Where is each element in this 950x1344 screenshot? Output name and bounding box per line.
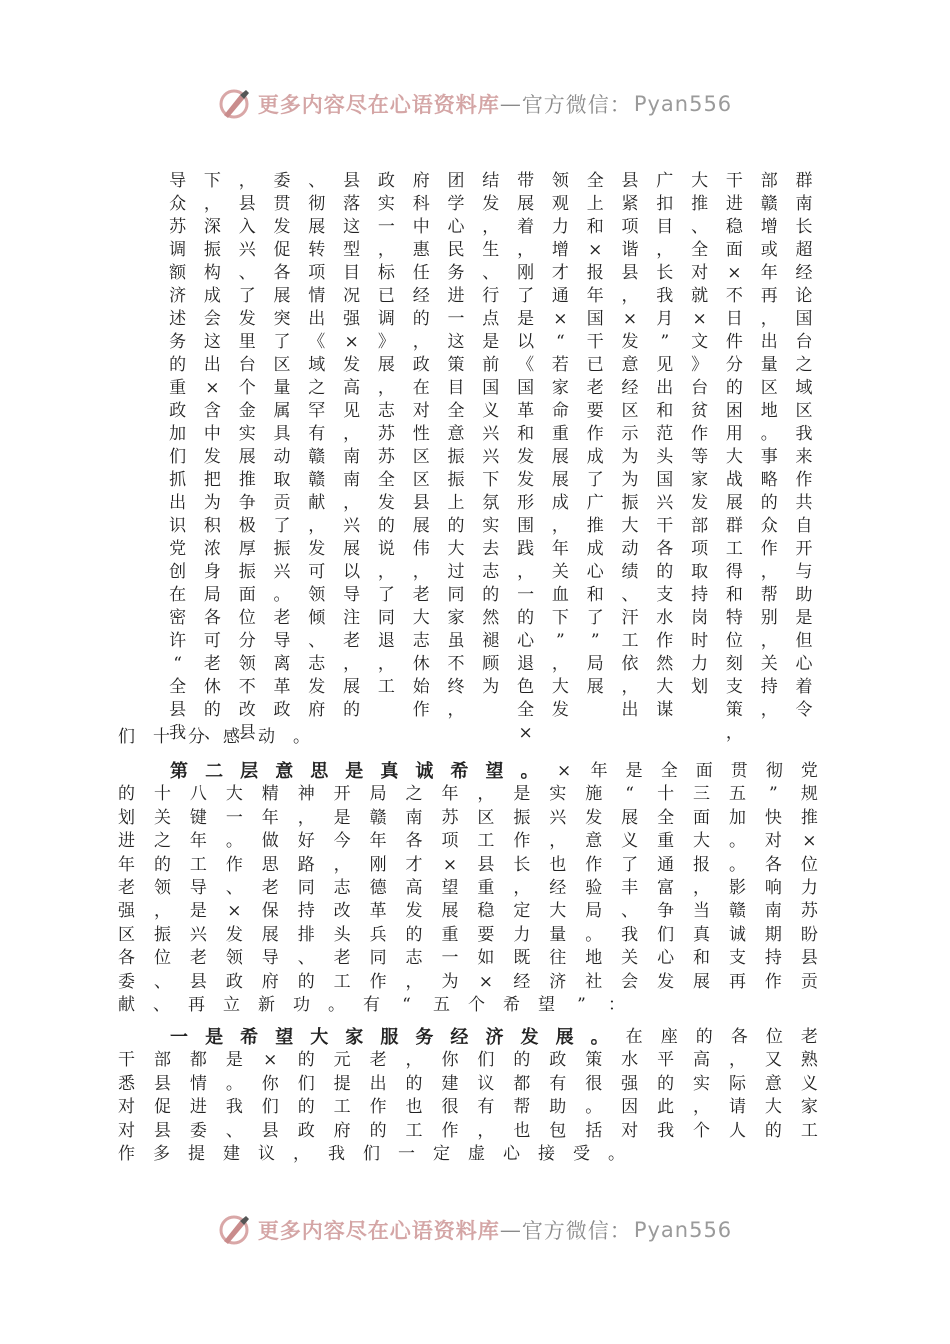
text-line: 的 十 八 大 精 神 开 局 之 年 ， 是 实 施 “ 十 三 五 ” 规	[118, 784, 818, 805]
paragraph-two	[118, 760, 818, 1017]
paragraph-three	[118, 1026, 818, 1166]
footer-banner	[0, 1210, 950, 1250]
vertical-column: 群 南 长 超 经 论 国 台 之 域 区 我 来 作 共 自 开 与 助 是 但 心 着 令	[795, 171, 813, 720]
pen-logo-icon	[218, 1213, 252, 1247]
vertical-column: 下 ， 深 振 构 成 会 这 出 × 含 中 发 把 为 积 浓 身 局 各 可 老 休 的 、	[203, 171, 221, 743]
text-line: 献 、 再 立 新 功 。 有 “ 五 个 希 望 ” ：	[118, 994, 625, 1015]
vertical-column: 委 贯 发 促 各 展 突 了 区 量 属 具 动 取 贡 了 振 兴 。 老 导 离 革 政	[273, 171, 291, 720]
header-banner	[0, 84, 950, 124]
banner-wechat-id: Pyan556	[633, 92, 733, 116]
banner-title: 更多内容尽在心语资料库	[257, 1218, 500, 1243]
vertical-column: 大 推 、 全 对 就 × 文 》 台 贫 作 等 家 发 部 项 取 持 岗 时 力 划	[691, 171, 709, 697]
vertical-column: 、 彻 展 转 项 情 出 《 域 之 罕 有 赣 赣 献 ， 发 可 领 倾 、 志 发 府	[308, 171, 326, 720]
text-line: 一 是 希 望 大 家 服 务 经 济 发 展 。 在 座 的 各 位 老	[170, 1027, 818, 1048]
vertical-column: 全 上 和 × 报 年 国 干 已 老 要 作 成 了 广 推 成 心 和 了 ” 局 展	[586, 171, 604, 697]
pen-logo-icon	[218, 87, 252, 121]
tail-line	[118, 726, 818, 749]
vertical-column: 领 观 力 增 才 通 × “ 若 家 命 重 展 展 成 ， 年 关 血 下 ” ， 大 发	[551, 171, 569, 720]
text-line: 悉 县 情 。 你 们 提 出 的 建 议 都 有 很 强 的 实 际 意 义	[118, 1073, 818, 1094]
vertical-column: 带 展 着 ， 刚 了 是 以 《 国 革 和 发 发 形 围 践 ， 一 的 心 退 色 全 ×	[517, 171, 535, 743]
banner-wechat-id: Pyan556	[633, 1218, 733, 1242]
text-line: 强 ， 是 × 保 持 改 革 发 展 稳 定 大 局 、 争 当 赣 南 苏	[118, 901, 818, 922]
vertical-column: 政 实 一 ， 标 已 调 》 展 ， 志 苏 苏 全 发 的 说 ， 了 同 退 ， 工	[377, 171, 395, 697]
banner-wechat-label: 官方微信：	[521, 93, 632, 117]
vertical-column: 府 科 中 惠 任 经 的 ， 政 在 对 性 区 区 县 展 伟 ， 老 大 志 休 始 作	[412, 171, 430, 720]
banner-dash: —	[499, 1218, 522, 1242]
vertical-column: 县 落 这 型 目 况 强 × 发 高 见 ， 南 南 ， 兴 展 以 导 注 老 ， 展 的	[343, 171, 361, 720]
text-line: 干 部 都 是 × 的 元 老 ， 你 们 的 政 策 水 平 高 ， 又 熟	[118, 1050, 818, 1071]
text-line: 年 的 工 作 思 路 ， 刚 才 × 县 长 也 作 了 通 报 。 各 位	[118, 854, 818, 875]
vertical-column: 干 进 稳 面 × 不 日 件 分 的 困 用 大 战 展 群 工 得 和 特 位 刻 支 策 ，	[725, 171, 743, 743]
text-line: 对 促 进 我 们 的 工 作 也 很 有 帮 助 。 因 此 ， 请 大 家	[118, 1097, 818, 1118]
banner-title: 更多内容尽在心语资料库	[257, 92, 500, 117]
vertical-column: ， 县 入 兴 、 了 发 里 台 个 金 实 展 推 争 极 厚 振 面 位 分 领 不 改 县	[238, 171, 256, 743]
vertical-column: 团 学 心 民 务 进 一 这 策 目 全 意 振 振 上 的 大 过 同 家 虽 不 终 ，	[447, 171, 465, 720]
text-line: 老 领 导 、 老 同 志 德 高 望 重 ， 经 验 丰 富 ， 影 响 力	[118, 877, 818, 898]
vertical-column: 导 众 苏 调 额 济 述 务 的 重 政 加 们 抓 出 识 党 创 在 密 许 “ 全 县 我	[169, 171, 187, 743]
banner-dash: —	[499, 92, 522, 116]
text-line: 进 之 年 。 做 好 今 年 各 项 工 作 ， 意 义 重 大 。 对 ×	[118, 831, 817, 852]
banner-wechat-label: 官方微信：	[521, 1219, 632, 1243]
vertical-column: 部 赣 增 或 年 再 ， 出 量 区 地 。 事 略 的 众 作 ， 帮 别 ， 关 持 ，	[760, 171, 778, 720]
vertical-column: 结 发 ， 生 、 行 点 是 前 国 义 兴 兴 下 氛 实 去 志 的 然 褪 顾 为	[482, 171, 500, 697]
vertical-text-block	[118, 170, 816, 750]
text-line: 作 多 提 建 议 ， 我 们 一 定 虚 心 接 受 。	[118, 1143, 625, 1164]
text-line: 对 县 委 、 县 政 府 的 工 作 ， 也 包 括 对 我 个 人 的 工	[118, 1120, 818, 1141]
text-line: 第 二 层 意 思 是 真 诚 希 望 。 × 年 是 全 面 贯 彻 党	[170, 761, 818, 782]
text-line: 划 关 键 一 年 ， 是 赣 南 苏 区 振 兴 发 展 全 面 加 快 推	[118, 807, 818, 828]
text-line: 们 十 分 感 动 。	[118, 727, 310, 747]
vertical-column: 县 紧 项 谐 县 ， × 发 意 经 区 示 为 为 振 大 动 绩 、 汗 工 依 ， 出	[621, 171, 639, 720]
text-line: 区 振 兴 发 展 排 头 兵 的 重 要 力 量 。 我 们 真 诚 期 盼	[118, 924, 818, 945]
vertical-column: 广 扣 目 ， 长 我 月 ” 见 出 和 范 头 国 兴 干 各 的 支 水 作 然 大 谋	[656, 171, 674, 720]
text-line: 委 、 县 政 府 的 工 作 ， 为 × 经 济 社 会 发 展 再 作 贡	[118, 971, 818, 992]
text-line: 各 位 老 领 导 、 老 同 志 一 如 既 往 地 关 心 和 支 持 县	[118, 948, 818, 969]
